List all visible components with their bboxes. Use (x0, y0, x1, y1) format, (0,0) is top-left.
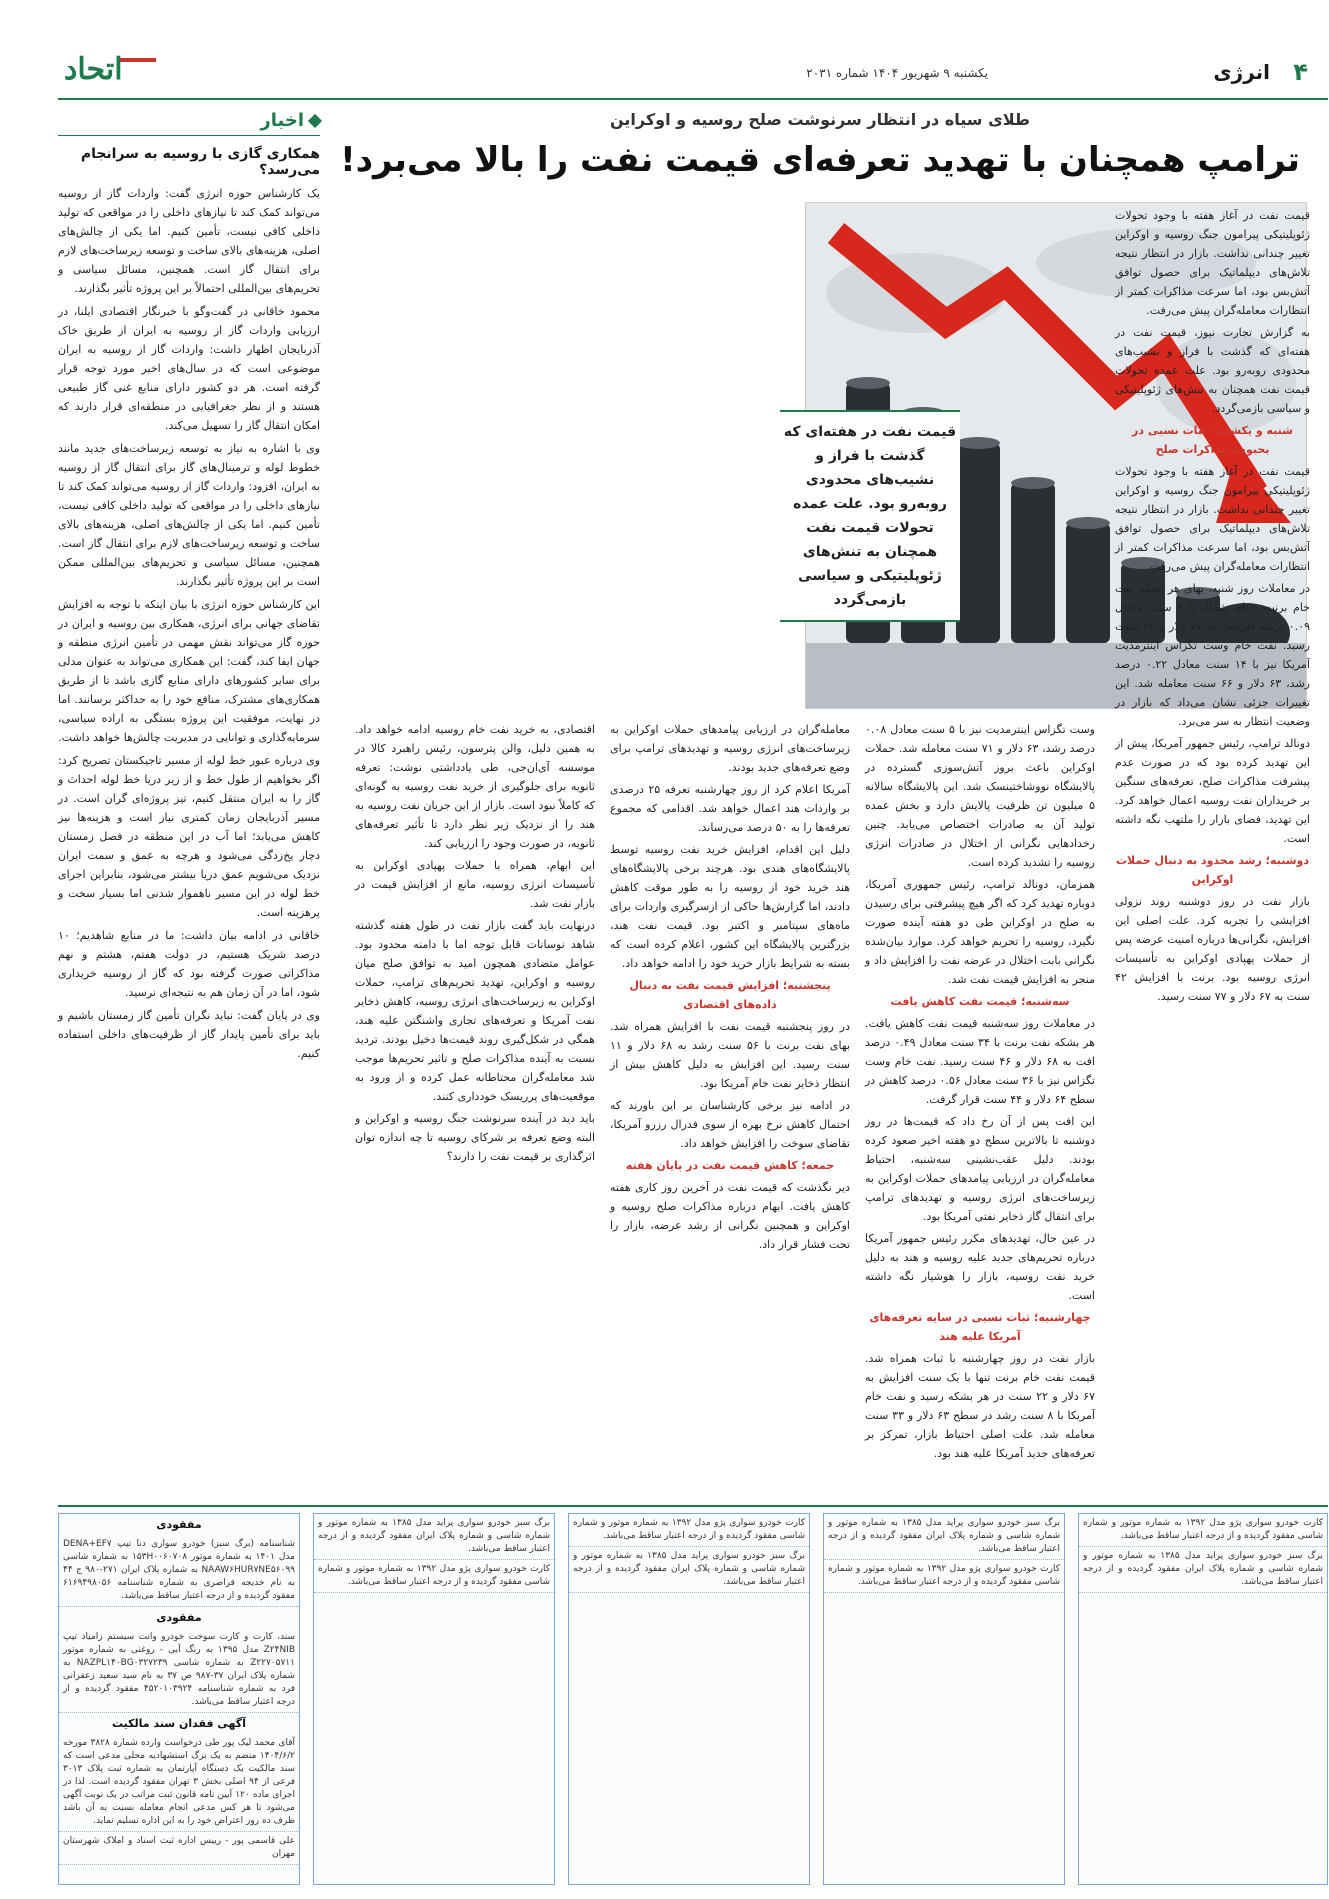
article-paragraph: باید دید در آینده سرنوشت جنگ روسیه و اوکراین و البته وضع تعرفه بر شرکای روسیه تا چه اندازه توان اثرگذاری بر قیمت نفت را دارند؟ (355, 1112, 595, 1163)
newspaper-logo: اتحاد (64, 52, 123, 87)
notice-signature: علی قاسمی پور - رییس اداره ثبت اسناد و املاک شهرستان مهران (59, 1832, 299, 1865)
article-paragraph: در روز پنجشنبه قیمت نفت با افزایش همراه شد. بهای نفت برنت با ۵۶ سنت رشد به ۶۸ دلار و ۱۱ سنت رسید. این افزایش به دلیل کاهش بیش از انتظار ذخایر نفت خام آمریکا بود. (610, 1020, 850, 1090)
classified-column (568, 1513, 810, 1885)
lost-title: مفقودی (156, 1518, 202, 1531)
news-kicker (58, 110, 320, 136)
news-paragraph: این کارشناس حوزه انرژی با بیان اینکه با توجه به افزایش تقاضای جهانی برای انرژی، همکاری بین روسیه و ایران در حوزه گاز می‌تواند نقش مهمی در تأمین انرژی منطقه و جهان ایفا کند، گفت: این همکاری می‌تواند به عنوان مدلی برای سایر کشورهای دارای منابع گازی باشد تا از طریق همکاری‌های مشترک، منافع خود را به حداکثر برسانند. اما در نهایت، موفقیت این پروژه بستگی به اراده سیاسی، سرمایه‌گذاری و توانایی در مدیریت چالش‌ها خواهد داشت. (58, 598, 320, 744)
article-paragraph: در معاملات روز شنبه، بهای هر بشکه نفت خام برنت درپای شمال با ۹ سنت معادل ۰.۰۹ درصد افزایش به ۶۷ دلار و ۷۳ سنت رسید. نفت خام وست تگزاس اینترمدیت آمریکا نیز با ۱۴ سنت معادل ۰.۲۲ درصد رشد، ۶۳ دلار و ۶۶ سنت معامله شد. این تغییرات جزئی نشان می‌داد که بازار در وضعیت انتظار به سر می‌برد. (1115, 582, 1310, 728)
article-paragraph: این ابهام، همراه با حملات پهپادی اوکراین به تأسیسات انرژی روسیه، مانع از افزایش قیمت در بازار نفت شد. (355, 859, 595, 910)
news-paragraph: وی درباره عبور خط لوله از مسیر تاجیکستان تصریح کرد: اگر بخواهیم از طول خط و از زیر دریا خط لوله احداث و گاز را به ایران منتقل کنیم، تیز پروژه‌ای گران است. در مسیر آذربایجان زمان کمتری نیاز است و هزینه‌ها نیز کاهش می‌یابد؛ اما آب در این منطقه در فصل زمستان دچار یخ‌زدگی می‌شود و هرچه به عمق و سمت ایران نزدیک می‌شویم عمق دریا بیشتر می‌شود، بنابراین اجرای خط لوله در این مسیر ناهموار شدنی اما بسیار سخت و پرهزینه است. (58, 754, 320, 919)
lost-title: مفقودی (156, 1611, 202, 1624)
logo-accent (118, 58, 156, 62)
classified-ad: سند، کارت و کارت سوخت خودرو وانت سیستم زامیاد تیپ Z۲۴NIB مدل ۱۳۹۵ به رنگ آبی - روغنی به شماره موتور Z۲۲۷۰۵۷۱۱ به شماره شاسی NAZPL۱۴۰BG۰۳۲۷۲۳۹ به شماره پلاک ایران ۳۷-۹۸۷ ص ۳۷ به نام سید سعید زعفرانی فرد به شماره شناسنامه ۴۵۲۰۱۰۳۹۲۴ مفقود گردیده و از درجه اعتبار ساقط می‌باشد. (59, 1628, 299, 1713)
page-header (58, 52, 1328, 100)
article-paragraph: وست تگزاس اینترمدیت نیز با ۵ سنت معادل ۰.۰۸ درصد رشد، ۶۳ دلار و ۷۱ سنت معامله شد. حملات اوکراین باعث بروز آتش‌سوزی گسترده در پالایشگاه نووشاختینسک شد. این پالایشگاه سالانه ۵ میلیون تن ظرفیت پالایش دارد و بخش عمده تولید آن به صادرات اختصاص می‌یابد. چنین رخدادهایی نگرانی از اختلال در صادرات انرژی روسیه را تشدید کرده است. (865, 723, 1095, 869)
news-paragraph: وی با اشاره به نیاز به توسعه زیرساخت‌های جدید مانند خطوط لوله و ترمینال‌های گاز برای انتقال گاز از روسیه به ایران، افزود: واردات گاز از روسیه می‌تواند کمک کند تا نیازهای داخلی را در مواقعی که تولید داخلی کافی نیست، تأمین کنیم. اما یکی از چالش‌های اصلی، هزینه‌های بالای ساخت و توسعه زیرساخت‌های لازم برای انتقال گاز است. همچنین، مسائل سیاسی و تحریم‌های بین‌المللی ممکن است بر این پروژه تأثیر بگذارند. (58, 442, 320, 588)
classified-column (823, 1513, 1065, 1885)
classified-ad: کارت خودرو سواری پژو مدل ۱۳۹۲ به شماره موتور و شماره شاسی مفقود گردیده و از درجه اعتبار ساقط می‌باشد. (1079, 1514, 1327, 1547)
article-paragraph: معامله‌گران در ارزیابی پیامدهای حملات اوکراین به زیرساخت‌های انرژی روسیه و تهدیدهای ترامپ برای وضع تعرفه‌های جدید بودند. (610, 723, 850, 774)
article-paragraph: بازار نفت در روز چهارشنبه با ثبات همراه شد. قیمت نفت خام برنت تنها با یک سنت افزایش به ۶۷ دلار و ۲۲ سنت در هر بشکه رسید و نفت خام آمریکا با ۸ سنت رشد در سطح ۶۳ دلار و ۳۳ سنت معامله شد. علت اصلی احتیاط بازار، تمرکز بر تعرفه‌های جدید آمریکا علیه هند بود. (865, 1352, 1095, 1460)
classified-column (1078, 1513, 1328, 1885)
news-paragraph: یک کارشناس حوزه انرژی گفت: واردات گاز از روسیه می‌تواند کمک کند تا نیازهای داخلی را در مواقعی که تولید داخلی کافی نیست، تأمین کنیم. اما یکی از چالش‌های اصلی، هزینه‌های بالای ساخت و توسعه زیرساخت‌های لازم برای انتقال گاز است. همچنین، مسائل سیاسی و تحریم‌های بین‌المللی احتمالاً بر این پروژه تأثیر بگذارند. (58, 187, 320, 295)
classified-column-notices (58, 1513, 300, 1885)
article-column-1 (1115, 206, 1310, 1496)
section-heading: پنجشنبه؛ افزایش قیمت نفت به دنبال داده‌های اقتصادی (629, 979, 831, 1011)
classified-ad: آقای محمد لیک پور طی درخواست وارده شماره ۳۸۲۸ مورخه ۱۴۰۴/۶/۲ منضم به یک برگ استشهادیه محلی مدعی است که سند مالکیت یک دستگاه آپارتمان به شماره ثبت پلاک ۳۰۱۳ فرعی از ۹۴ اصلی بخش ۳ تهران مفقود گردیده است. لذا در اجرای ماده ۱۲۰ آیین نامه قانون ثبت مراتب در یک نوبت آگهی می‌شود تا هر کس مدعی انجام معامله نسبت به آن باشد ظرف ده روز اعتراض خود را به این اداره تسلیم نماید. (59, 1734, 299, 1832)
article-title: ترامپ همچنان با تهدید تعرفه‌ای قیمت نفت را بالا می‌برد! (340, 140, 1300, 180)
article-paragraph: بازار نفت در روز دوشنبه روند نزولی افزایشی را تجربه کرد. علت اصلی این افزایش، نگرانی‌ها درباره امنیت عرضه پس از حملات پهپادی اوکراین به تأسیسات انرژی روسیه بود. برنت با افزایش ۴۲ سنت به ۶۷ دلار و ۷۷ سنت رسید. (1115, 895, 1310, 1003)
classified-ad: شناسنامه (برگ سبز) خودرو سواری دنا تیپ DENA+EF۷ مدل ۱۴۰۱ به شماره موتور ۱۵۳H۰۰۶۰۷۰۸ به شماره شاسی NAAW۶HUR۷NE۵۶۰۹۹ به شماره پلاک ایران ۲۷۱-۹۸۰ ج ۴۴ به نام خدیجه فراصری به شماره شناسنامه ۶۱۶۹۴۹۸۰۵۶ مفقود گردیده و از درجه اعتبار ساقط می‌باشد. (59, 1535, 299, 1607)
news-paragraph: خاقانی در ادامه بیان داشت: ما در منابع شاهدیم؛ ۱۰ درصد شریک هستیم، در دولت هفتم، هشتم و نهم مذاکراتی صورت گرفته بود که گاز از روسیه خریداری شود، اما در آن زمان هم به نتیجه‌ای نرسید. (58, 929, 320, 999)
article-paragraph: در معاملات روز سه‌شنبه قیمت نفت کاهش یافت. هر بشکه نفت برنت با ۳۴ سنت معادل ۰.۴۹ درصد افت به ۶۸ دلار و ۴۶ سنت رسید. نفت خام وست تگزاس نیز با ۳۶ سنت معادل ۰.۵۶ درصد کاهش در سطح ۶۴ دلار و ۴۴ سنت قرار گرفت. (865, 1017, 1095, 1106)
classified-ad: کارت خودرو سواری پژو مدل ۱۳۹۲ به شماره موتور و شماره شاسی مفقود گردیده و از درجه اعتبار ساقط می‌باشد. (824, 1560, 1064, 1593)
article-paragraph: دونالد ترامپ، رئیس جمهور آمریکا، پیش از این تهدید کرده بود که در صورت عدم پیشرفت مذاکرات صلح، تعرفه‌های سنگین بر خریداران نفت روسیه اعمال خواهد کرد. این تهدید، فضای بازار را ملتهب نگه داشته است. (1115, 737, 1310, 845)
classified-ad: برگ سبز خودرو سواری پراید مدل ۱۳۸۵ به شماره موتور و شماره شاسی و شماره پلاک ایران مفقود گردیده و از درجه اعتبار ساقط می‌باشد. (569, 1547, 809, 1593)
section-heading: شنبه و یکشنبه؛ ثبات نسبی در بحبوحه مذاکرات صلح (1132, 424, 1293, 456)
article-paragraph: به گزارش تجارت نیوز، قیمت نفت در هفته‌ای که گذشت با فراز و نشیب‌های محدودی روبه‌رو بود. علت عمده تحولات قیمت نفت همچنان به تنش‌های ژئوپلیتیکی و سیاسی بازمی‌گردد. (1115, 326, 1310, 415)
classified-ad: برگ سبز خودرو سواری پراید مدل ۱۳۸۵ به شماره موتور و شماره شاسی و شماره پلاک ایران مفقود گردیده و از درجه اعتبار ساقط می‌باشد. (314, 1514, 554, 1560)
section-heading: سه‌شنبه؛ قیمت نفت کاهش یافت (890, 995, 1070, 1008)
article-paragraph: اقتصادی، به خرید نفت خام روسیه ادامه خواهد داد. به همین دلیل، والن پترسون، رئیس راهبرد کالا در موسسه آی‌ان‌جی، طی یادداشتی نوشت: تعرفه ثانویه برای جلوگیری از خرید نفت روسیه به گونه‌ای که کاملاً نبود است. بازار از این جریان نفت روسیه به هند را از نزدیک زیر نظر دارد تا تأثیر تعرفه‌های ثانویه، در صورت وجود را ارزیابی کند. (355, 723, 595, 850)
news-paragraph: محمود خاقانی در گفت‌وگو با خبرنگار اقتصادی ایلنا، در ارزیابی واردات گاز از روسیه به ایران از طریق خاک آذربایجان اظهار داشت: واردات گاز از روسیه به ایران موضوعی است که در سال‌های اخیر مورد توجه قرار گرفته است. هر دو کشور دارای منابع غنی گاز طبیعی هستند و از نظر جغرافیایی در منطقه‌ای قرار دارند که امکان انتقال گاز را تسهیل می‌کند. (58, 305, 320, 432)
article-paragraph: قیمت نفت در آغاز هفته با وجود تحولات ژئوپلیتیکی پیرامون جنگ روسیه و اوکراین تغییر چندانی نداشت. بازار در انتظار نتیجه تلاش‌های دیپلماتیک برای حصول توافق آتش‌بس بود، اما سرعت مذاکرات کمتر از انتظارات معامله‌گران پیش می‌رفت. (1115, 465, 1310, 573)
section-heading: جمعه؛ کاهش قیمت نفت در پایان هفته (625, 1159, 835, 1172)
article-paragraph: همزمان، دونالد ترامپ، رئیس جمهوری آمریکا، دوباره تهدید کرد که اگر هیچ پیشرفتی برای رسیدن به صلح در اوکراین طی دو هفته آینده صورت نگیرد، روسیه را تحریم خواهد کرد. موارد بیان‌شده نگرانی بابت اختلال در عرضه نفت را افزایش داد و منجر به افزایش قیمت نفت شد. (865, 878, 1095, 986)
article-paragraph: در عین حال، تهدیدهای مکرر رئیس جمهور آمریکا درباره تحریم‌های جدید علیه روسیه و هند به دلیل خرید نفت روسیه، بازار را هوشیار نگه داشته است. (865, 1232, 1095, 1302)
article-paragraph: دلیل این اقدام، افزایش خرید نفت روسیه توسط پالایشگاه‌های هندی بود. هرچند برخی پالایشگاه‌های هند خرید خود از روسیه را به طور موقت کاهش دادند، اما گزارش‌ها حاکی از ازسرگیری واردات برای ماه‌های سپتامبر و اکتبر بود. قیمت نفت هند، بزرگترین پالایشگاه این کشور، اعلام کرده است که بسته به شرایط بازار خرید خود را ادامه خواهد داد. (610, 843, 850, 970)
news-paragraph: وی در پایان گفت: نباید نگران تأمین گاز زمستان باشیم و باید برای تأمین پایدار گاز از ظرفیت‌های داخلی استفاده کنیم. (58, 1009, 320, 1060)
classified-ad: کارت خودرو سواری پژو مدل ۱۳۹۲ به شماره موتور و شماره شاسی مفقود گردیده و از درجه اعتبار ساقط می‌باشد. (569, 1514, 809, 1547)
article-column-4 (355, 720, 595, 1500)
article-paragraph: دیر نگذشت که قیمت نفت در آخرین روز کاری هفته کاهش یافت. ابهام درباره مذاکرات صلح روسیه و اوکراین و همچنین نگرانی از رشد عرضه، بازار را تحت فشار قرار داد. (610, 1181, 850, 1251)
news-kicker-label: اخبار (260, 110, 304, 131)
classified-column (313, 1513, 555, 1885)
pull-quote: قیمت نفت در هفته‌ای که گذشت با فراز و نشیب‌های محدودی روبه‌رو بود. علت عمده تحولات قیمت نفت همچنان به تنش‌های ژئوپلیتیکی و سیاسی بازمی‌گردد (780, 410, 960, 622)
section-name: انرژی (1213, 60, 1270, 84)
section-heading: چهارشنبه؛ ثبات نسبی در سایه تعرفه‌های آمریکا علیه هند (869, 1311, 1091, 1343)
notice-title: آگهی فقدان سند مالکیت (112, 1717, 246, 1730)
article-column-3 (610, 720, 850, 1500)
page-number: ۴ (1293, 58, 1308, 86)
article-paragraph: درنهایت باید گفت بازار نفت در طول هفته گذشته شاهد نوسانات قابل توجه اما با دامنه محدود بود. عوامل متضادی همچون امید به توافق صلح میان روسیه و اوکراین، تهدید تحریم‌های ترامپ، حملات اوکراین به زیرساخت‌های انرژی روسیه، کاهش ذخایر نفت آمریکا و تعرفه‌های تجاری واشنگتن علیه هند، همگی در شکل‌گیری روند قیمت‌ها دخیل بودند. تردید نسبت به آینده مذاکرات صلح و تاثیر تحریم‌ها موجب شد معامله‌گران محتاطانه عمل کرده و از ورود به موقعیت‌های پرریسک خودداری کنند. (355, 919, 595, 1103)
article-paragraph: آمریکا اعلام کرد از روز چهارشنبه تعرفه ۲۵ درصدی بر واردات هند اعمال خواهد شد. اقدامی که مجموع تعرفه‌ها را به ۵۰ درصد می‌رساند. (610, 783, 850, 834)
news-headline: همکاری گازی با روسیه به سرانجام می‌رسد؟ (80, 146, 320, 178)
dateline: یکشنبه ۹ شهریور ۱۴۰۴ شماره ۲۰۳۱ (806, 66, 988, 80)
section-heading: دوشنبه؛ رشد محدود به دنبال حملات اوکراین (1115, 854, 1310, 886)
classified-ad: برگ سبز خودرو سواری پراید مدل ۱۳۸۵ به شماره موتور و شماره شاسی و شماره پلاک ایران مفقود گردیده و از درجه اعتبار ساقط می‌باشد. (1079, 1547, 1327, 1593)
news-column (58, 110, 320, 1490)
article-paragraph: قیمت نفت در آغاز هفته با وجود تحولات ژئوپلیتیکی پیرامون جنگ روسیه و اوکراین تغییر چندانی نداشت. بازار در انتظار نتیجه تلاش‌های دیپلماتیک برای حصول توافق آتش‌بس بود، اما سرعت مذاکرات کمتر از انتظارات معامله‌گران پیش می‌رفت. (1115, 209, 1310, 317)
article-paragraph: در ادامه نیز برخی کارشناسان بر این باورند که احتمال کاهش نرخ بهره از سوی فدرال رزرو آمریکا، تقاضای سوخت را افزایش خواهد داد. (610, 1099, 850, 1150)
classified-ad: برگ سبز خودرو سواری پراید مدل ۱۳۸۵ به شماره موتور و شماره شاسی و شماره پلاک ایران مفقود گردیده و از درجه اعتبار ساقط می‌باشد. (824, 1514, 1064, 1560)
article-paragraph: این افت پس از آن رخ داد که قیمت‌ها در روز دوشنبه تا بالاترین سطح دو هفته اخیر صعود کرده بودند. دلیل عقب‌نشینی سه‌شنبه، احتیاط معامله‌گران در ارزیابی پیامدهای حملات اوکراین به زیرساخت‌های انرژی روسیه و تهدیدهای ترامپ برای انتقال گاز ذخایر نفتی آمریکا بود. (865, 1115, 1095, 1223)
classifieds-section (58, 1505, 1328, 1887)
article-subtitle: طلای سیاه در انتظار سرنوشت صلح روسیه و اوکراین (610, 110, 1030, 129)
article-column-2 (865, 720, 1095, 1500)
classified-ad: کارت خودرو سواری پژو مدل ۱۳۹۲ به شماره موتور و شماره شاسی مفقود گردیده و از درجه اعتبار ساقط می‌باشد. (314, 1560, 554, 1593)
diamond-icon (308, 114, 322, 128)
